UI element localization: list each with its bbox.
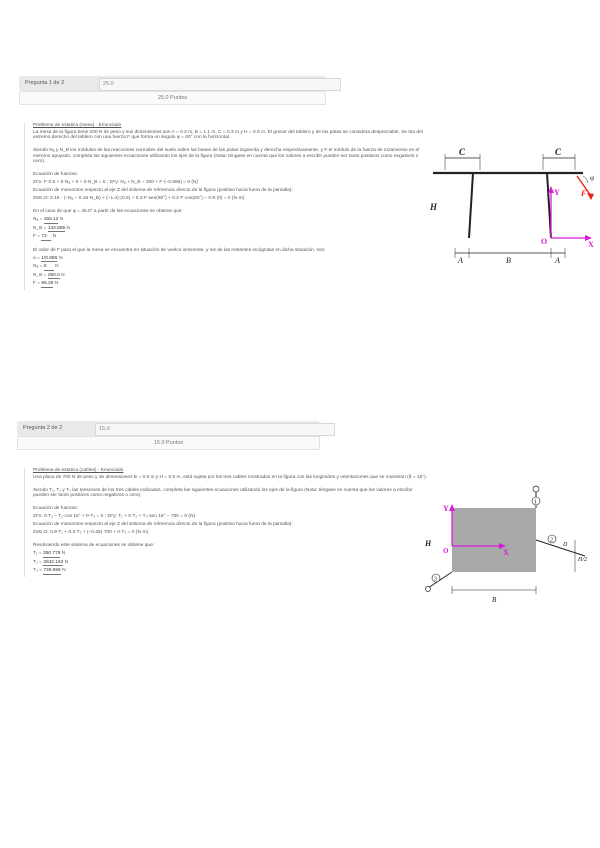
question-2-header [17,421,320,436]
moment-equation-label: Ecuación de momentos respecto al eje Z del sistema de referencia directo de la figura (positivo hacia fuera de la pantalla): [33,188,293,193]
dim-c-label: C [459,147,466,157]
question-number: Pregunta 2 de 2 [23,425,63,431]
answer-field[interactable]: 72 [41,234,51,241]
origin-label: O [541,237,548,246]
question-value-field[interactable]: 25.0 [99,78,341,91]
dim-h-label: H [430,202,438,212]
answer-field[interactable]: 739.556 [43,568,61,573]
plate [452,508,536,572]
result-row-t2: T₂ = 3842.163 N [33,559,69,565]
cable-2 [536,537,585,556]
limit-row: Nₐ = 0 N [33,264,59,269]
dim-c-label: C [555,147,562,157]
answer-field[interactable]: 3842.163 [43,559,64,565]
dim-a-label: A [458,256,463,265]
answer-field[interactable]: 350.775 [43,551,61,556]
force-label: F [581,189,587,198]
question-points: 25.0 Puntos [19,91,326,105]
problem-statement: La mesa de la figura tiene 200 N de peso y sus dimensiones son A = 0.2 m, B = 1.1 m, C = 0.3 m y H = 0.9 m. El grosor del tablero y de las patas se considera despreciable. Se tira del extremo derecho del tablero con una fuerza F que forma un ángulo φ = 60° con la horizontal. [33,129,423,140]
plate-diagram [420,478,600,608]
force-equation-label: Ecuación de fuerzas: [33,172,78,177]
result-row-f: F = 72 N [33,234,57,239]
instructions: Siendo T₁, T₂ y T₃ las tensiones de los tres cables indicados, completa las siguientes ecuaciones utilizando los ejes de la figura (Nota: téngase en cuenta que los valores a escribir pueden ser tanto positivos como negativos o cero). [33,487,413,498]
svg-text:3: 3 [434,576,437,583]
dim-d-label: D [563,542,568,548]
answer-field[interactable]: 155.12 [43,217,59,222]
answer-field[interactable]: 96.28 [41,281,54,286]
dim-h2-label: H/2 [578,557,587,563]
force-equation-label: Ecuación de fuerzas: [33,506,78,511]
limit-row: α = 1/0.886 % [33,255,63,261]
answer-field[interactable]: 250.0 [47,272,60,278]
y-axis-label: Y [443,504,449,513]
limit-intro: El valor de F para el que la mesa se encuentra en situación de vuelco inminente, y los de las restantes incógnitas en dicha situación, son: [33,247,326,253]
cable-3 [428,572,452,588]
question-value-field[interactable]: 15.0 [95,423,335,436]
result-row-nb: N_B = 134.585 N [33,225,70,231]
question-title: Problema de estatica (mesa) · Enunciado [33,123,122,128]
angle-label: φ [590,174,595,182]
instructions: Siendo Nₐ y N_B los módulos de las reacciones normales del suelo sobre las bases de las patas izquierda y derecha respectivamente, y F el módulo de la fuerza de rozamiento en el extremo apoyado, completa las siguientes ecuaciones utilizando los ejes de la figura (Nota: téngase en cuenta que los valores a escribir pueden ser tanto positivos como negativos o cero). [33,148,420,164]
x-axis-label: X [503,548,509,557]
moment-equation[interactable]: ΣMz,O: 0.15 · (−Nₐ − 0.15·N_B) + (−1.4)·(0.5) + 0.3·F·sen(60°) + 0.2·F·cos(60°) − 0.9·(0) = 0 (N·m) [33,196,245,201]
moment-equation[interactable]: ΣMz,O: 0.9·T₁ + 0.3·T₂ + (−0.45)·700 + 0·T₃ = 0 (N·m) [33,530,149,535]
result-row-t1: T₁ = 350.775 N [33,551,66,556]
moment-equation-label: Ecuación de momentos respecto al eje Z del sistema de referencia directo de la figura (positivo hacia fuera de la pantalla): [33,522,293,527]
force-equation[interactable]: ΣFx: 0·T₁ − T₂·cos 15° + 0·T₃ = 0 ; ΣFy: T₁ + 0·T₂ + T₃·sen 15° − 700 = 0 (N) [33,514,196,519]
svg-text:1: 1 [534,499,537,506]
table-diagram [425,140,600,270]
answer-field[interactable]: 1/0.886 [41,255,58,261]
dim-b-label: B [506,256,511,265]
y-axis-label: Y [554,188,560,197]
x-axis-label: X [588,240,594,249]
left-leg [469,173,473,238]
question-points: 15.0 Puntos [17,436,320,450]
dim-a-label: A [555,256,560,265]
result-intro: En el caso de que φ = 45.0° a partir de las ecuaciones se obtiene que: [33,209,183,214]
question-number: Pregunta 1 de 2 [25,80,65,86]
answer-field[interactable]: 0 [44,264,54,271]
force-arrowhead [587,193,594,200]
svg-text:2: 2 [550,537,553,544]
answer-field[interactable]: 134.585 [47,225,66,231]
result-intro: Resolviendo este sistema de ecuaciones se obtiene que: [33,543,155,548]
question-title: Problema de estatica (cables) · Enunciado [33,468,124,473]
dim-h-label: H [425,539,432,548]
dim-b-label: B [492,596,497,604]
question-1-header [19,76,326,91]
problem-statement: Una placa de 700 N de peso y de dimensiones B = 0.9 m y H = 0.6 m, está sujeta por los tres cables mostrados en la figura con las longitudes y orientaciones que se muestran (θ = 15°). [33,474,428,480]
result-row-na: Nₐ = 155.12 N [33,217,64,222]
result-row-t3: T₃ = 739.556 N [33,568,66,573]
question-2-body [24,468,429,577]
limit-row: F = 96.28 N [33,281,59,286]
origin-label: O [443,547,449,555]
question-1-body [24,123,431,290]
limit-row: N_B = 250.0 N [33,272,65,278]
force-equation[interactable]: ΣFx: F·0.5 + 0·Nₐ + 0 + 0·N_B = 0 ; ΣFy: Nₐ + N_B − 200 + F·(−0.866) = 0 (N) [33,180,199,185]
y-axis-arrowhead [449,504,455,511]
